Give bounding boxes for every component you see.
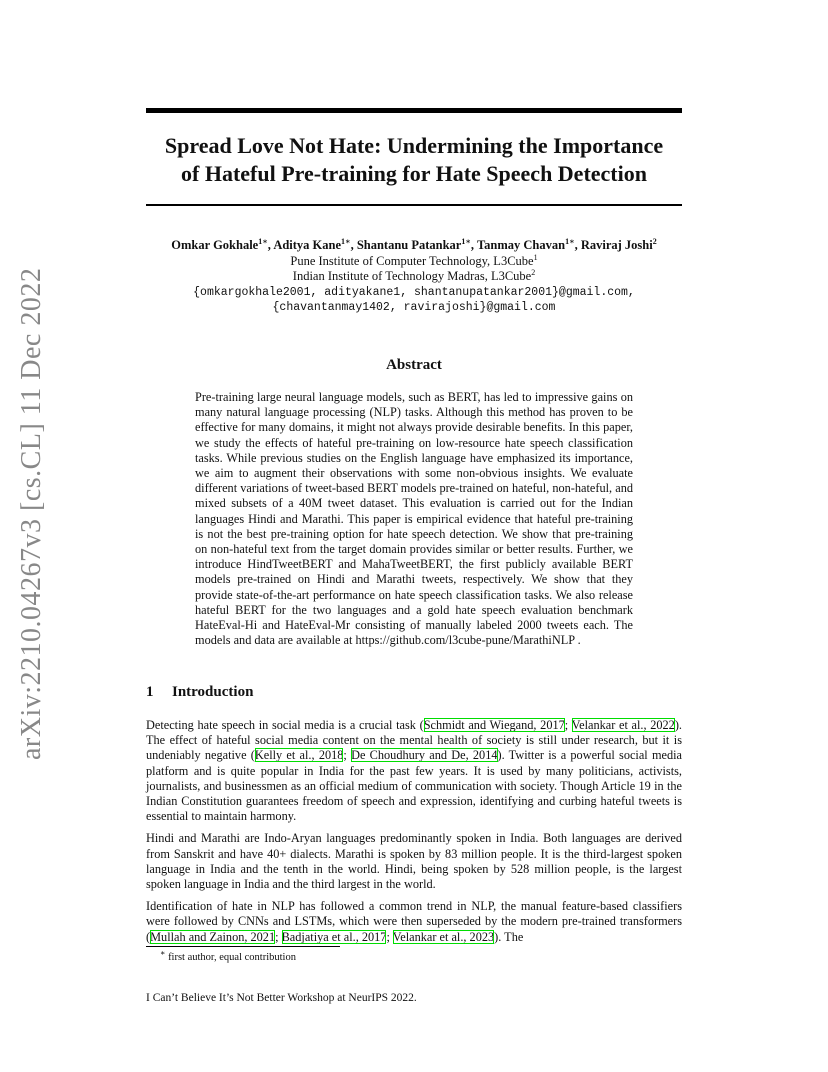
arxiv-stamp: arXiv:2210.04267v3 [cs.CL] 11 Dec 2022 <box>16 267 47 760</box>
citation-link[interactable]: De Choudhury and De, 2014 <box>351 748 498 763</box>
paragraph: Detecting hate speech in social media is a crucial task (Schmidt and Wiegand, 2017; Velankar et al., 2022). The effect of hateful social media content on the mental health of society is still under research, but it is undeniably negative (Kelly et al., 2018; De Choudhury and De, 2014). Twitter is a powerful social media platform and is quite popular in India for the past few years. It is used by many politicians, activists, journalists, and businessmen as an official medium of communication with society. Though Article 19 in the Indian Constitution guarantees freedom of speech and expression, identifying and curbing hateful tweets is essential to maintain harmony. <box>146 718 683 824</box>
section-heading <box>146 684 253 701</box>
abstract-text: Pre-training large neural language models, such as BERT, has led to impressive gains on many natural language processing (NLP) tasks. Although this method has proven to be effective for many domains, it might not always provide desirable benefits. In this paper, we study the effects of hateful pre-training on low-resource hate speech classification tasks. While previous studies on the English language have emphasized its importance, we aim to augment their observations with some non-obvious insights. We evaluate different variations of tweet-based BERT models pre-trained on hateful, non-hateful, and mixed subsets of a 40M tweet dataset. This evaluation is carried out for the Indian languages Hindi and Marathi. This paper is empirical evidence that hateful pre-training is not the best pre-training option for hate speech detection. We show that pre-training on non-hateful text from the target domain provides similar or better results. Further, we introduce HindTweetBERT and MahaTweetBERT, the first publicly available BERT models pre-trained on Hindi and Marathi tweets, respectively. We show that they provide state-of-the-art performance on hate speech classification tasks. We also release hateful BERT for the two languages and a gold hate speech evaluation benchmark HateEval-Hi and HateEval-Mr consisting of manually labeled 2000 tweets each. The models and data are available at https://github.com/l3cube-pune/MarathiNLP . <box>195 390 633 648</box>
affiliation-1: Pune Institute of Computer Technology, L3Cube$^1$ <box>290 252 538 268</box>
citation-link[interactable]: Kelly et al., 2018 <box>254 748 344 763</box>
author-affil-mark: 1∗ <box>341 236 351 246</box>
section-title: Introduction <box>172 684 254 700</box>
paragraph: Identification of hate in NLP has followed a common trend in NLP, the manual feature-based classifiers were followed by CNNs and LSTMs, which were then superseded by the modern pre-trained transformers (Mullah and Zainon, 2021; Badjatiya et al., 2017; Velankar et al., 2023). The <box>146 899 682 944</box>
title-bottom-rule <box>146 204 682 206</box>
author-affil-mark: 1∗ <box>258 236 268 246</box>
author-name: Omkar Gokhale <box>171 238 259 252</box>
citation-link[interactable]: Velankar et al., 2022 <box>571 718 675 732</box>
introduction-body <box>146 718 682 952</box>
author-name: Shantanu Patankar <box>356 238 462 252</box>
citation-link[interactable]: Badjatiya et al., 2017 <box>281 929 387 944</box>
author-name: Aditya Kane <box>273 238 342 252</box>
author-affil-mark: 1∗ <box>565 236 575 246</box>
author-name: Raviraj Joshi <box>580 238 653 252</box>
citation-link[interactable]: Schmidt and Wiegand, 2017 <box>423 718 565 732</box>
author-block <box>146 238 682 316</box>
abstract-heading: Abstract <box>386 357 442 373</box>
title-line-2: of Hateful Pre-training for Hate Speech Detection <box>181 161 647 186</box>
section-number: 1 <box>146 684 154 700</box>
citation-link[interactable]: Velankar et al., 2023 <box>392 929 495 944</box>
author-emails-1: {omkargokhale2001, adityakane1, shantanupatankar2001}@gmail.com, <box>193 285 635 299</box>
affiliation-2: Indian Institute of Technology Madras, L3Cube$^2$ <box>292 267 536 283</box>
footnote <box>160 948 296 963</box>
author-affil-mark: 1∗ <box>461 236 471 246</box>
footnote-rule <box>146 946 340 947</box>
author-affil-mark: 2 <box>652 236 657 246</box>
author-name: Tanmay Chavan <box>476 238 566 252</box>
venue-note: I Can’t Believe It’s Not Better Workshop at NeurIPS 2022. <box>146 992 417 1004</box>
author-emails-2: {chavantanmay1402, ravirajoshi}@gmail.com <box>272 301 556 314</box>
title-line-1: Spread Love Not Hate: Undermining the Importance <box>164 133 664 158</box>
title-top-rule <box>146 108 682 113</box>
footnote-mark: ∗ <box>160 948 166 958</box>
paragraph: Hindi and Marathi are Indo-Aryan languages predominantly spoken in India. Both languages are derived from Sanskrit and have 40+ dialects. Marathi is spoken by 83 million people. It is the third-largest spoken language in India and the tenth in the world. Hindi, being spoken by 528 million people, is the largest spoken language in India and the third largest in the world. <box>146 831 682 892</box>
footnote-text: first author, equal contribution <box>168 952 296 963</box>
paper-title <box>146 132 682 188</box>
citation-link[interactable]: Mullah and Zainon, 2021 <box>150 929 276 944</box>
author-names: Omkar Gokhale$^{1∗}$, Aditya Kane$^{1∗}$, Shantanu Patankar$^{1∗}$, Tanmay Chavan$^{1∗}$, Raviraj Joshi$^2$ <box>171 236 657 252</box>
